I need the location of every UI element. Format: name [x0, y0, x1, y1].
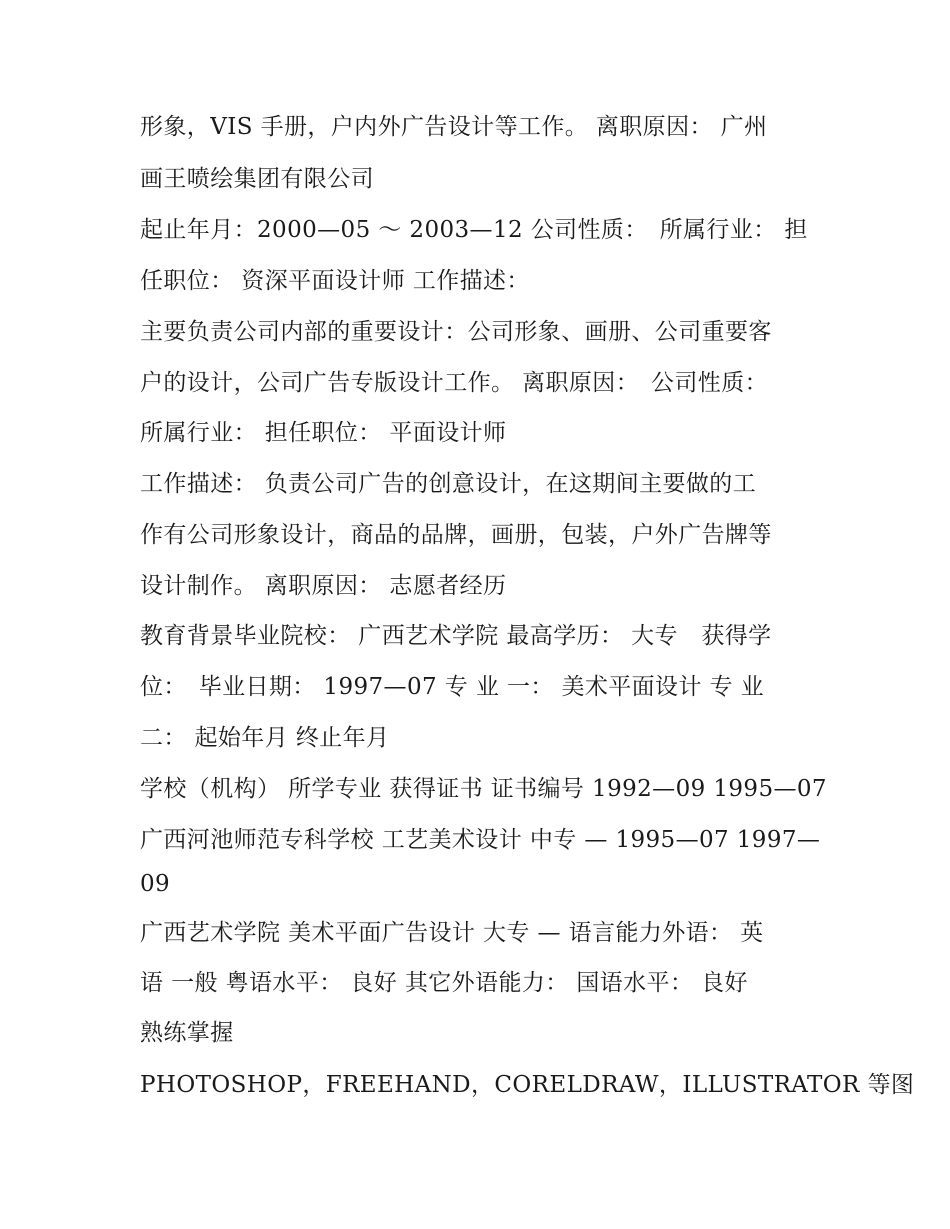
text-line-14: 学校（机构） 所学专业 获得证书 证书编号 1992—09 1995—07 — [140, 776, 827, 802]
text-line-13: 二： 起始年月 终止年月 — [140, 725, 390, 751]
text-line-18: 语 一般 粤语水平： 良好 其它外语能力： 国语水平： 良好 — [140, 970, 748, 996]
text-line-19: 熟练掌握 — [140, 1020, 234, 1046]
text-line-7: 所属行业： 担任职位： 平面设计师 — [140, 420, 507, 446]
text-line-20: PHOTOSHOP，FREEHAND，CORELDRAW，ILLUSTRATOR 等图 — [140, 1072, 915, 1098]
text-line-5: 主要负责公司内部的重要设计：公司形象、画册、公司重要客 — [140, 319, 772, 345]
text-line-2: 画王喷绘集团有限公司 — [140, 166, 374, 192]
text-line-1: 形象，VIS 手册，户内外广告设计等工作。 离职原因： 广州 — [140, 114, 768, 140]
text-line-4: 任职位： 资深平面设计师 工作描述： — [140, 268, 530, 294]
text-line-16: 09 — [140, 871, 171, 897]
text-line-11: 教育背景毕业院校： 广西艺术学院 最高学历： 大专 获得学 — [140, 623, 772, 649]
text-line-12: 位： 毕业日期： 1997—07 专 业 一： 美术平面设计 专 业 — [140, 674, 765, 700]
text-line-3: 起止年月：2000—05 ～ 2003—12 公司性质： 所属行业： 担 — [140, 217, 808, 243]
text-line-17: 广西艺术学院 美术平面广告设计 大专 — 语言能力外语： 英 — [140, 920, 764, 946]
text-line-9: 作有公司形象设计，商品的品牌，画册，包装，户外广告牌等 — [140, 522, 772, 548]
text-line-10: 设计制作。 离职原因： 志愿者经历 — [140, 573, 507, 599]
text-line-15: 广西河池师范专科学校 工艺美术设计 中专 — 1995—07 1997— — [140, 827, 821, 853]
text-line-6: 户的设计，公司广告专版设计工作。 离职原因： 公司性质： — [140, 370, 769, 396]
text-line-8: 工作描述： 负责公司广告的创意设计，在这期间主要做的工 — [140, 471, 757, 497]
